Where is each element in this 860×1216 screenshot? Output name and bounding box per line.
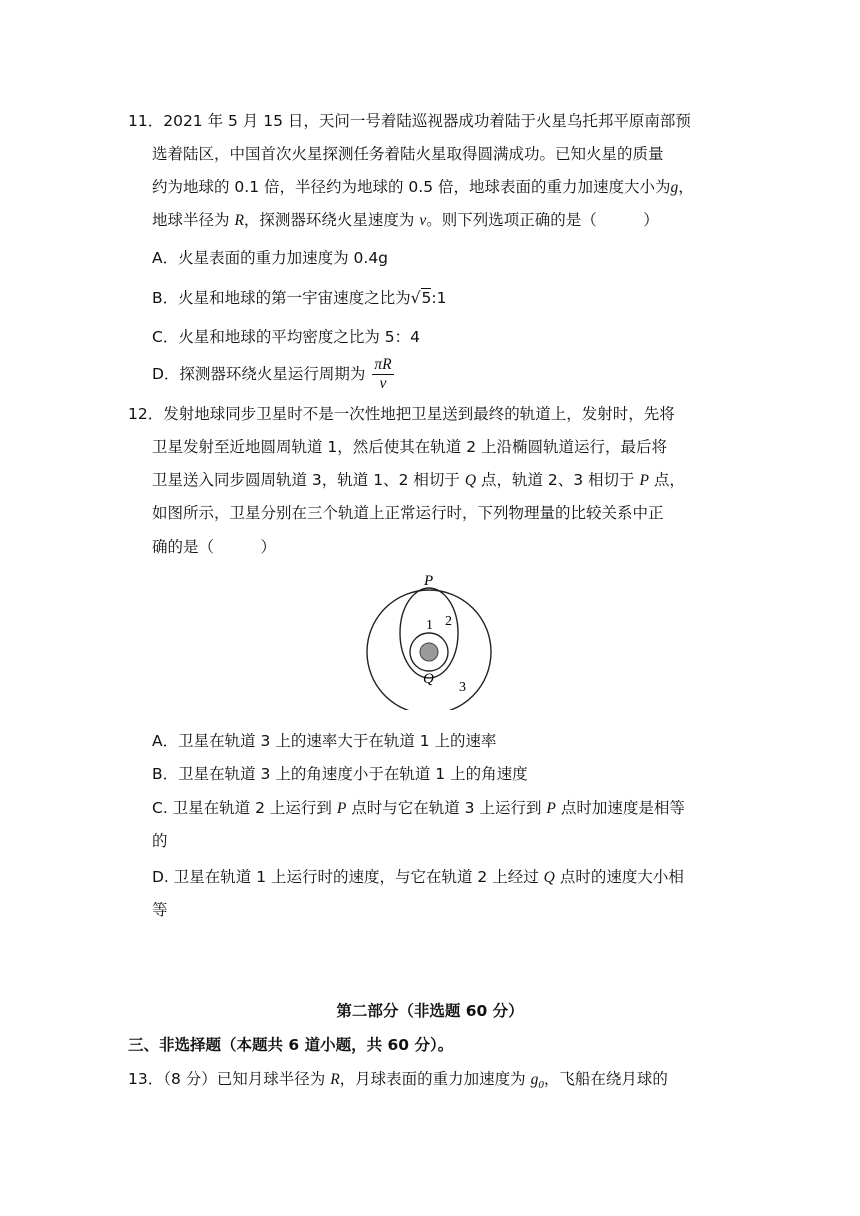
q11-option-b-text: B．火星和地球的第一宇宙速度之比为 bbox=[152, 289, 411, 307]
label-3: 3 bbox=[459, 680, 466, 695]
q12-option-d-a: D. 卫星在轨道 1 上运行时的速度，与它在轨道 2 上经过 bbox=[152, 868, 539, 886]
q11-line-4-c: 。则下列选项正确的是（ ） bbox=[426, 211, 659, 229]
label-P: P bbox=[424, 573, 434, 589]
sqrt-radicand: 5 bbox=[421, 289, 432, 307]
label-Q: Q bbox=[423, 671, 434, 687]
q11-option-a: A．火星表面的重力加速度为 0.4g bbox=[152, 249, 389, 267]
q12-line-5: 确的是（ ） bbox=[152, 538, 277, 556]
label-2: 2 bbox=[445, 614, 452, 629]
q11-option-b bbox=[152, 287, 447, 309]
earth bbox=[420, 643, 438, 661]
section-heading: 三、非选择题（本题共 6 道小题，共 60 分）。 bbox=[128, 1036, 454, 1054]
q12-line-3 bbox=[152, 469, 685, 492]
var-P: P bbox=[639, 472, 649, 489]
var-R: R bbox=[234, 212, 244, 229]
q11-line-4 bbox=[152, 209, 659, 232]
q12-option-c-line-2: 的 bbox=[152, 832, 168, 850]
q11-line-4-b: ，探测器环绕火星速度为 bbox=[243, 211, 415, 229]
var-R: R bbox=[330, 1071, 340, 1088]
q12-option-c bbox=[152, 797, 685, 820]
q12-line-4: 如图所示，卫星分别在三个轨道上正常运行时，下列物理量的比较关系中正 bbox=[152, 504, 664, 522]
var-P: P bbox=[336, 800, 347, 817]
label-1: 1 bbox=[426, 618, 433, 633]
var-v: v bbox=[419, 212, 427, 229]
var-g: g bbox=[670, 179, 679, 196]
ratio-end: :1 bbox=[431, 289, 447, 307]
q12-option-d-b: 点时的速度大小相 bbox=[559, 868, 684, 886]
sqrt-symbol: √5 bbox=[410, 289, 432, 307]
q11-line-1: 11．2021 年 5 月 15 日，天问一号着陆巡视器成功着陆于火星乌托邦平原南部预 bbox=[128, 112, 691, 130]
orbit-diagram bbox=[362, 570, 498, 710]
q11-option-d bbox=[152, 355, 394, 393]
fraction bbox=[372, 356, 393, 393]
var-Q: Q bbox=[464, 472, 477, 489]
q12-line-2: 卫星发射至近地圆周轨道 1，然后使其在轨道 2 上沿椭圆轨道运行，最后将 bbox=[152, 438, 668, 456]
q11-line-3 bbox=[152, 176, 694, 199]
q12-option-d-line-2: 等 bbox=[152, 901, 168, 919]
var-P: P bbox=[546, 800, 556, 817]
q12-option-b: B．卫星在轨道 3 上的角速度小于在轨道 1 上的角速度 bbox=[152, 765, 528, 783]
q13-c: ，飞船在绕月球的 bbox=[543, 1070, 668, 1088]
fraction-denominator: v bbox=[379, 375, 387, 392]
q13-line-1 bbox=[128, 1068, 668, 1096]
q12-option-c-a: C. 卫星在轨道 2 上运行到 bbox=[152, 799, 332, 817]
q11-option-c: C．火星和地球的平均密度之比为 5：4 bbox=[152, 328, 420, 346]
q12-line-1: 12．发射地球同步卫星时不是一次性地把卫星送到最终的轨道上，发射时，先将 bbox=[128, 405, 675, 423]
q12-line-3-a: 卫星送入同步圆周轨道 3，轨道 1、2 相切于 bbox=[152, 471, 460, 489]
var-Q: Q bbox=[543, 869, 555, 886]
q12-line-3-b: 点，轨道 2、3 相切于 bbox=[480, 471, 635, 489]
fraction-numerator: πR bbox=[374, 356, 392, 373]
q11-line-3-text: 约为地球的 0.1 倍，半径约为地球的 0.5 倍，地球表面的重力加速度大小为 bbox=[152, 178, 671, 196]
q13-a: 13．（8 分）已知月球半径为 bbox=[128, 1070, 326, 1088]
q11-option-d-text: D．探测器环绕火星运行周期为 bbox=[152, 365, 366, 383]
q12-option-a: A．卫星在轨道 3 上的速率大于在轨道 1 上的速率 bbox=[152, 732, 497, 750]
section-title: 第二部分（非选题 60 分） bbox=[336, 1002, 524, 1020]
q13-b: ，月球表面的重力加速度为 bbox=[339, 1070, 526, 1088]
q12-option-c-b: 点时与它在轨道 3 上运行到 bbox=[351, 799, 542, 817]
q11-line-4-a: 地球半径为 bbox=[152, 211, 230, 229]
q12-option-d bbox=[152, 866, 684, 889]
q11-line-2: 选着陆区，中国首次火星探测任务着陆火星取得圆满成功。已知火星的质量 bbox=[152, 145, 664, 163]
var-g0: $g_0$ bbox=[530, 1071, 544, 1092]
comma: ， bbox=[678, 178, 694, 196]
q12-line-3-c: 点， bbox=[653, 471, 685, 489]
q12-option-c-c: 点时加速度是相等 bbox=[560, 799, 685, 817]
